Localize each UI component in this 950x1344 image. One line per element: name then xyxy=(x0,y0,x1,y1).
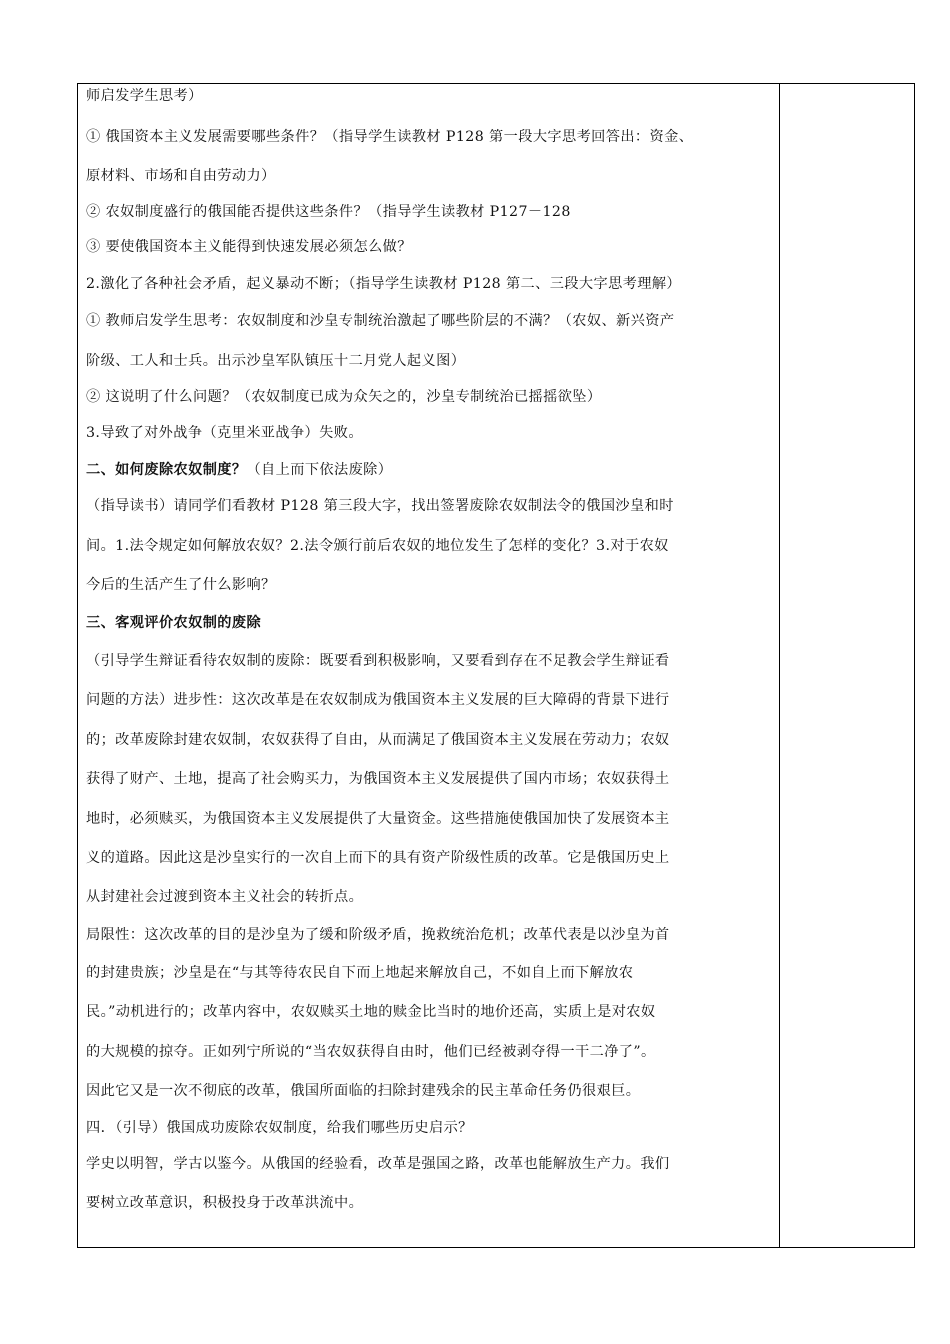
text-line: 阶级、工人和士兵。出示沙皇军队镇压十二月党人起义图） xyxy=(86,353,466,369)
text-line: 的大规模的掠夺。正如列宁所说的“当农奴获得自由时，他们已经被剥夺得一干二净了”。 xyxy=(86,1044,656,1060)
text-line: 义的道路。因此这是沙皇实行的一次自上而下的具有资产阶级性质的改革。它是俄国历史上 xyxy=(86,850,670,866)
text-line: （指导读书）请同学们看教材 P128 第三段大字，找出签署废除农奴制法令的俄国沙皇和时 xyxy=(86,498,674,514)
text-line: 原材料、市场和自由劳动力） xyxy=(86,168,276,184)
text-line: 的封建贵族；沙皇是在“与其等待农民自下而上地起来解放自己，不如自上而下解放农 xyxy=(86,965,634,981)
text-line: 间。1.法令规定如何解放农奴？2.法令颁行前后农奴的地位发生了怎样的变化？3.对于农奴 xyxy=(86,538,669,554)
text-line: ③ 要使俄国资本主义能得到快速发展必须怎么做？ xyxy=(86,239,412,255)
column-divider xyxy=(779,83,780,1248)
text-line: 的；改革废除封建农奴制，农奴获得了自由，从而满足了俄国资本主义发展在劳动力；农奴 xyxy=(86,732,670,748)
text-line: ① 俄国资本主义发展需要哪些条件？（指导学生读教材 P128 第一段大字思考回答出：资金、 xyxy=(86,129,694,145)
text-line: 从封建社会过渡到资本主义社会的转折点。 xyxy=(86,889,364,905)
text-line: 局限性：这次改革的目的是沙皇为了缓和阶级矛盾，挽救统治危机；改革代表是以沙皇为首 xyxy=(86,927,670,943)
section-heading-2: 二、如何废除农奴制度？（自上而下依法废除） xyxy=(86,462,393,478)
text-line: 3.导致了对外战争（克里米亚战争）失败。 xyxy=(86,425,363,441)
text-line: 获得了财产、土地，提高了社会购买力，为俄国资本主义发展提供了国内市场；农奴获得土 xyxy=(86,771,670,787)
text-line: 学史以明智，学古以鉴今。从俄国的经验看，改革是强国之路，改革也能解放生产力。我们 xyxy=(86,1156,670,1172)
text-line: ① 教师启发学生思考：农奴制度和沙皇专制统治激起了哪些阶层的不满？（农奴、新兴资产 xyxy=(86,313,675,329)
text-line: 地时，必须赎买，为俄国资本主义发展提供了大量资金。这些措施使俄国加快了发展资本主 xyxy=(86,811,670,827)
text-line: （引导学生辩证看待农奴制的废除：既要看到积极影响，又要看到存在不足教会学生辩证看 xyxy=(86,653,670,669)
text-line: 因此它又是一次不彻底的改革，俄国所面临的扫除封建残余的民主革命任务仍很艰巨。 xyxy=(86,1083,641,1099)
text-line: 民。”动机进行的；改革内容中，农奴赎买土地的赎金比当时的地价还高，实质上是对农奴 xyxy=(86,1004,656,1020)
text-line: 问题的方法）进步性：这次改革是在农奴制成为俄国资本主义发展的巨大障碍的背景下进行 xyxy=(86,692,670,708)
text-line: ② 这说明了什么问题？（农奴制度已成为众矢之的，沙皇专制统治已摇摇欲坠） xyxy=(86,389,602,405)
section-heading-3: 三、客观评价农奴制的废除 xyxy=(86,615,262,631)
text-line: 要树立改革意识，积极投身于改革洪流中。 xyxy=(86,1195,364,1211)
text-line: 师启发学生思考） xyxy=(86,88,203,104)
section-heading-4: 四．（引导）俄国成功废除农奴制度，给我们哪些历史启示？ xyxy=(86,1120,473,1136)
text-line: 今后的生活产生了什么影响？ xyxy=(86,577,276,593)
text-line: ② 农奴制度盛行的俄国能否提供这些条件？（指导学生读教材 P127－128 xyxy=(86,204,571,220)
text-line: 2.激化了各种社会矛盾，起义暴动不断；（指导学生读教材 P128 第二、三段大字思考理解） xyxy=(86,276,682,292)
